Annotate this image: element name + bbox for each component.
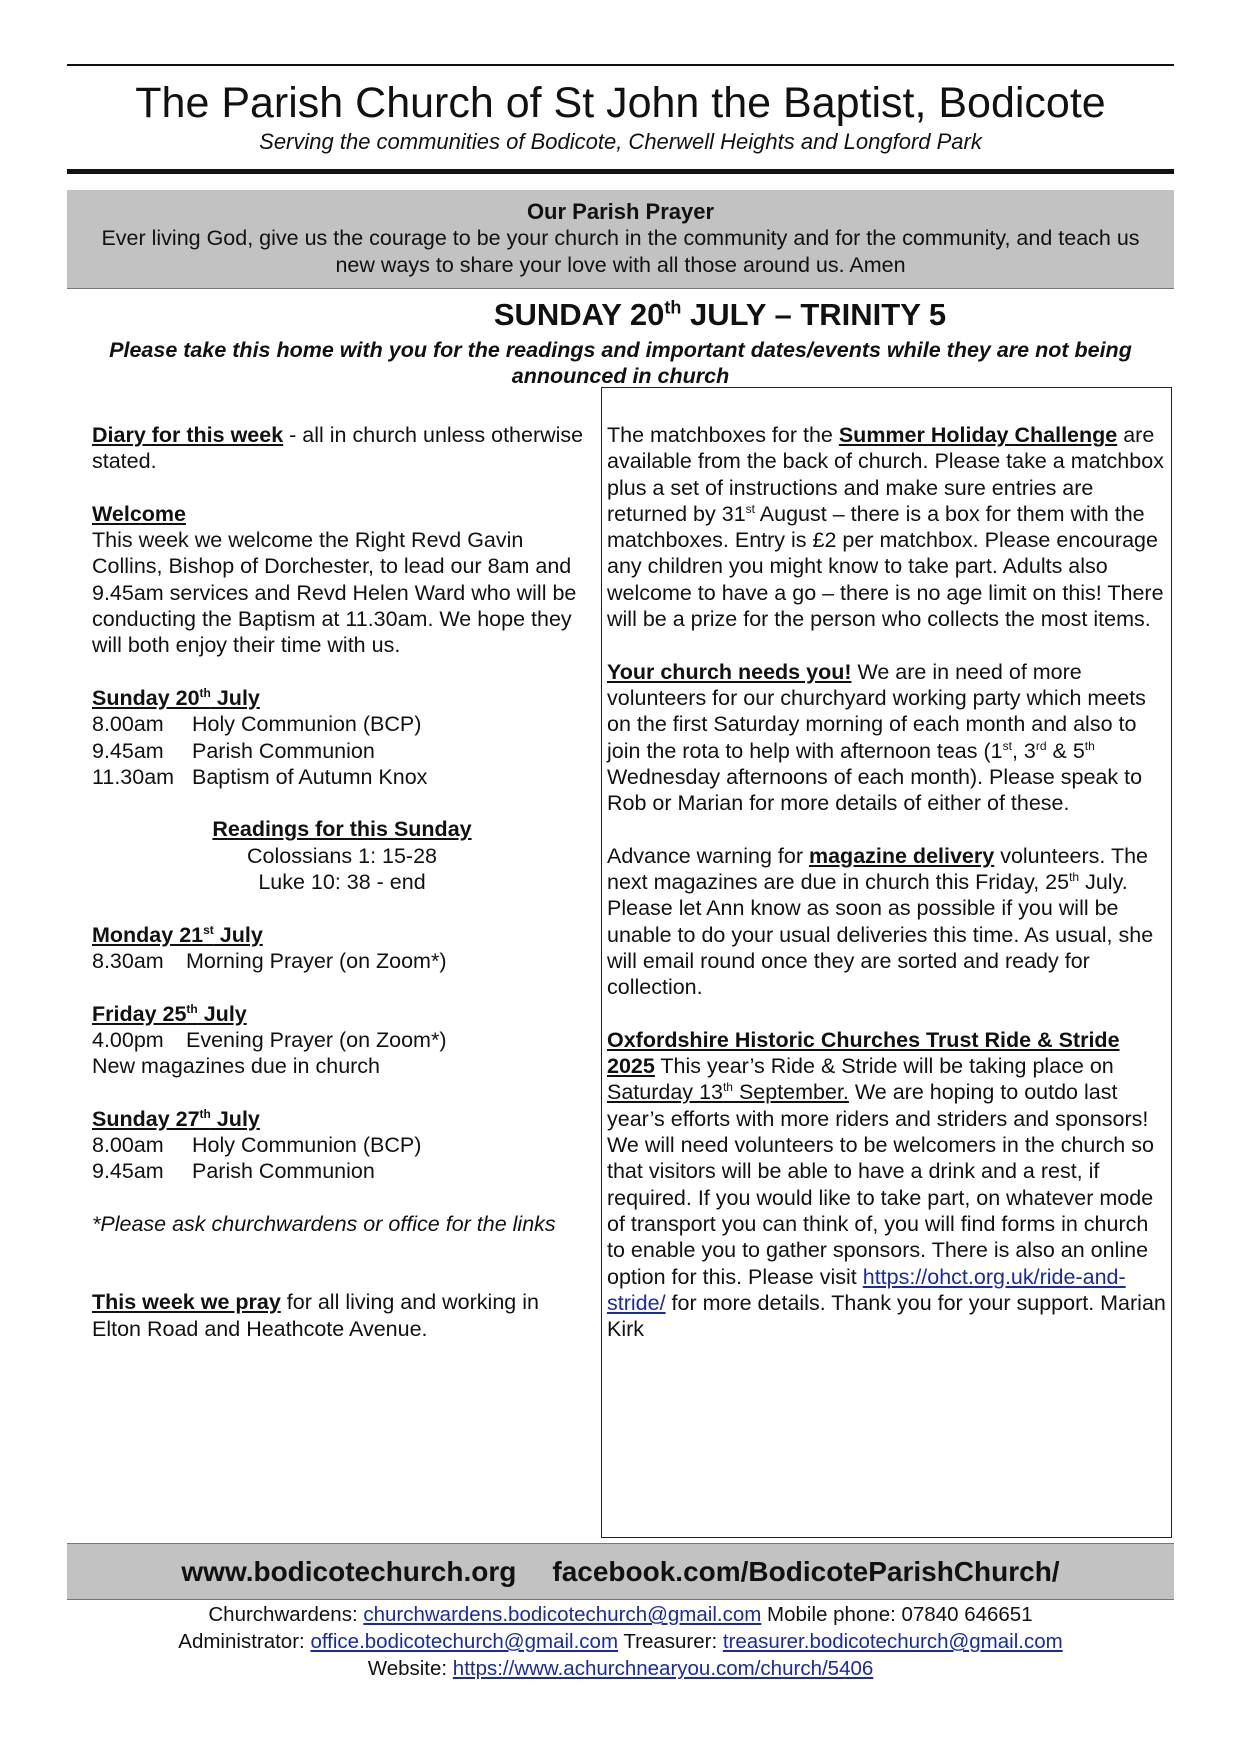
service-row: 11.30am Baptism of Autumn Knox — [92, 764, 428, 789]
magazine-delivery-heading: magazine delivery — [808, 843, 995, 868]
sunday-20-section — [92, 685, 592, 790]
notices-column — [607, 422, 1170, 1369]
website-label[interactable]: www.bodicotechurch.org — [181, 1555, 517, 1587]
diary-heading: Diary for this week — [92, 423, 284, 447]
service-row: 8.00am Holy Communion (BCP) — [92, 712, 422, 737]
churchwardens-line: Churchwardens: churchwardens.bodicotechurch@gmail.com Mobile phone: 07840 646651 — [208, 1603, 1033, 1626]
administrator-line: Administrator: office.bodicotechurch@gmail.com Treasurer: treasurer.bodicotechurch@gmail.com — [178, 1630, 1063, 1653]
diary-column — [92, 422, 592, 1368]
ride-stride-heading: Oxfordshire Historic Churches Trust Ride & Stride 2025 — [607, 1027, 1120, 1079]
sunday-27-section — [92, 1106, 592, 1185]
take-home-note: Please take this home with you for the readings and important dates/events while they are not being announced in church — [109, 338, 1132, 388]
readings-heading: Readings for this Sunday — [212, 817, 472, 842]
summer-challenge-heading: Summer Holiday Challenge — [838, 423, 1118, 447]
footer-bar — [67, 1543, 1174, 1600]
church-website-link[interactable]: https://www.achurchnearyou.com/church/5406 — [452, 1657, 874, 1680]
treasurer-email-link[interactable]: treasurer.bodicotechurch@gmail.com — [722, 1630, 1063, 1653]
pray-heading: This week we pray — [92, 1290, 281, 1315]
diary-intro: Diary for this week - all in church unless otherwise stated. — [92, 423, 584, 474]
service-row: 9.45am Parish Communion — [92, 738, 375, 763]
friday-extra: New magazines due in church — [92, 1054, 381, 1079]
facebook-label[interactable]: facebook.com/BodicoteParishChurch/ — [552, 1555, 1060, 1587]
summer-challenge-notice: The matchboxes for the Summer Holiday Challenge are available from the back of church. Please take a matchbox plus a set of instructions and make sure entries are returned by 31st August – there is a box for them with the matchboxes. Entry is £2 per matchbox. Please encourage any children you might know to take part. Adults also welcome to have a go – there is no age limit on this! There will be a prize for the person who collects the most items. — [607, 423, 1164, 632]
administrator-email-link[interactable]: office.bodicotechurch@gmail.com — [310, 1630, 619, 1653]
service-row: 9.45am Parish Communion — [92, 1159, 375, 1184]
prayer-focus: This week we pray for all living and working in Elton Road and Heathcote Avenue. — [92, 1290, 539, 1341]
zoom-note: *Please ask churchwardens or office for the links — [92, 1211, 556, 1236]
ride-stride-link[interactable]: https://ohct.org.uk/ride-and-stride/ — [607, 1264, 1126, 1315]
ride-stride-date: Saturday 13th September. — [607, 1080, 849, 1105]
welcome-heading: Welcome — [92, 501, 186, 526]
reading-2: Luke 10: 38 - end — [258, 870, 426, 895]
readings-section — [92, 816, 592, 895]
top-rule — [67, 64, 1174, 66]
header-rule — [67, 169, 1174, 174]
contacts-block — [67, 1601, 1174, 1682]
service-row: 8.00am Holy Communion (BCP) — [92, 1133, 422, 1158]
prayer-heading: Our Parish Prayer — [526, 199, 715, 224]
sunday-20-heading: Sunday 20th July — [92, 685, 260, 710]
ride-stride-notice: Oxfordshire Historic Churches Trust Ride & Stride 2025 This year’s Ride & Stride will be taking place on Saturday 13th September. We are hoping to outdo last year’s efforts with more riders and striders and sponsors! We will need volunteers to be welcomers in the church so that visitors will be able to have a drink and a rest, if required. If you would like to take part, on whatever mode of transport you can think of, you will find forms in church to enable you to gather sponsors. There is also an online option for this. Please visit https://ohct.org.uk/ride-and-stride/ for more details. Thank you for your support. Marian Kirk — [607, 1027, 1166, 1342]
sunday-27-heading: Sunday 27th July — [92, 1106, 260, 1131]
church-needs-you-heading: Your church needs you! — [607, 659, 852, 684]
reading-1: Colossians 1: 15-28 — [246, 843, 438, 868]
welcome-section — [92, 501, 592, 659]
churchwardens-email-link[interactable]: churchwardens.bodicotechurch@gmail.com — [363, 1603, 762, 1626]
page-title: The Parish Church of St John the Baptist, Bodicote — [135, 79, 1106, 127]
parish-prayer-box — [67, 190, 1174, 289]
service-row: 4.00pm Evening Prayer (on Zoom*) — [92, 1027, 447, 1052]
magazine-notice: Advance warning for magazine delivery volunteers. The next magazines are due in church this Friday, 25th July. Please let Ann know as soon as possible if you will be unable to do your usual deliveries this time. As usual, she will email round once they are sorted and ready for collection. — [607, 843, 1154, 1000]
welcome-text: This week we welcome the Right Revd Gavin Collins, Bishop of Dorchester, to lead our 8am and 9.45am services and Revd Helen Ward who will be conducting the Baptism at 11.30am. We hope they will both enjoy their time with us. — [92, 528, 577, 658]
sunday-heading: SUNDAY 20th JULY – TRINITY 5 — [493, 297, 947, 332]
website-line: Website: https://www.achurchnearyou.com/church/5406 — [367, 1657, 874, 1680]
volunteers-notice: Your church needs you! We are in need of more volunteers for our churchyard working party which meets on the first Saturday morning of each month and also to join the rota to help with afternoon teas (1st, 3rd & 5th Wednesday afternoons of each month). Please speak to Rob or Marian for more details of either of these. — [607, 659, 1146, 816]
prayer-text: Ever living God, give us the courage to be your church in the community and for the community, and teach us new ways to share your love with all those around us. Amen — [101, 226, 1140, 277]
monday-21-heading: Monday 21st July — [92, 922, 263, 947]
monday-21-section — [92, 922, 592, 975]
friday-25-section — [92, 1001, 592, 1080]
service-row: 8.30am Morning Prayer (on Zoom*) — [92, 948, 447, 973]
friday-25-heading: Friday 25th July — [92, 1001, 247, 1026]
page-subtitle: Serving the communities of Bodicote, Cherwell Heights and Longford Park — [259, 129, 982, 154]
